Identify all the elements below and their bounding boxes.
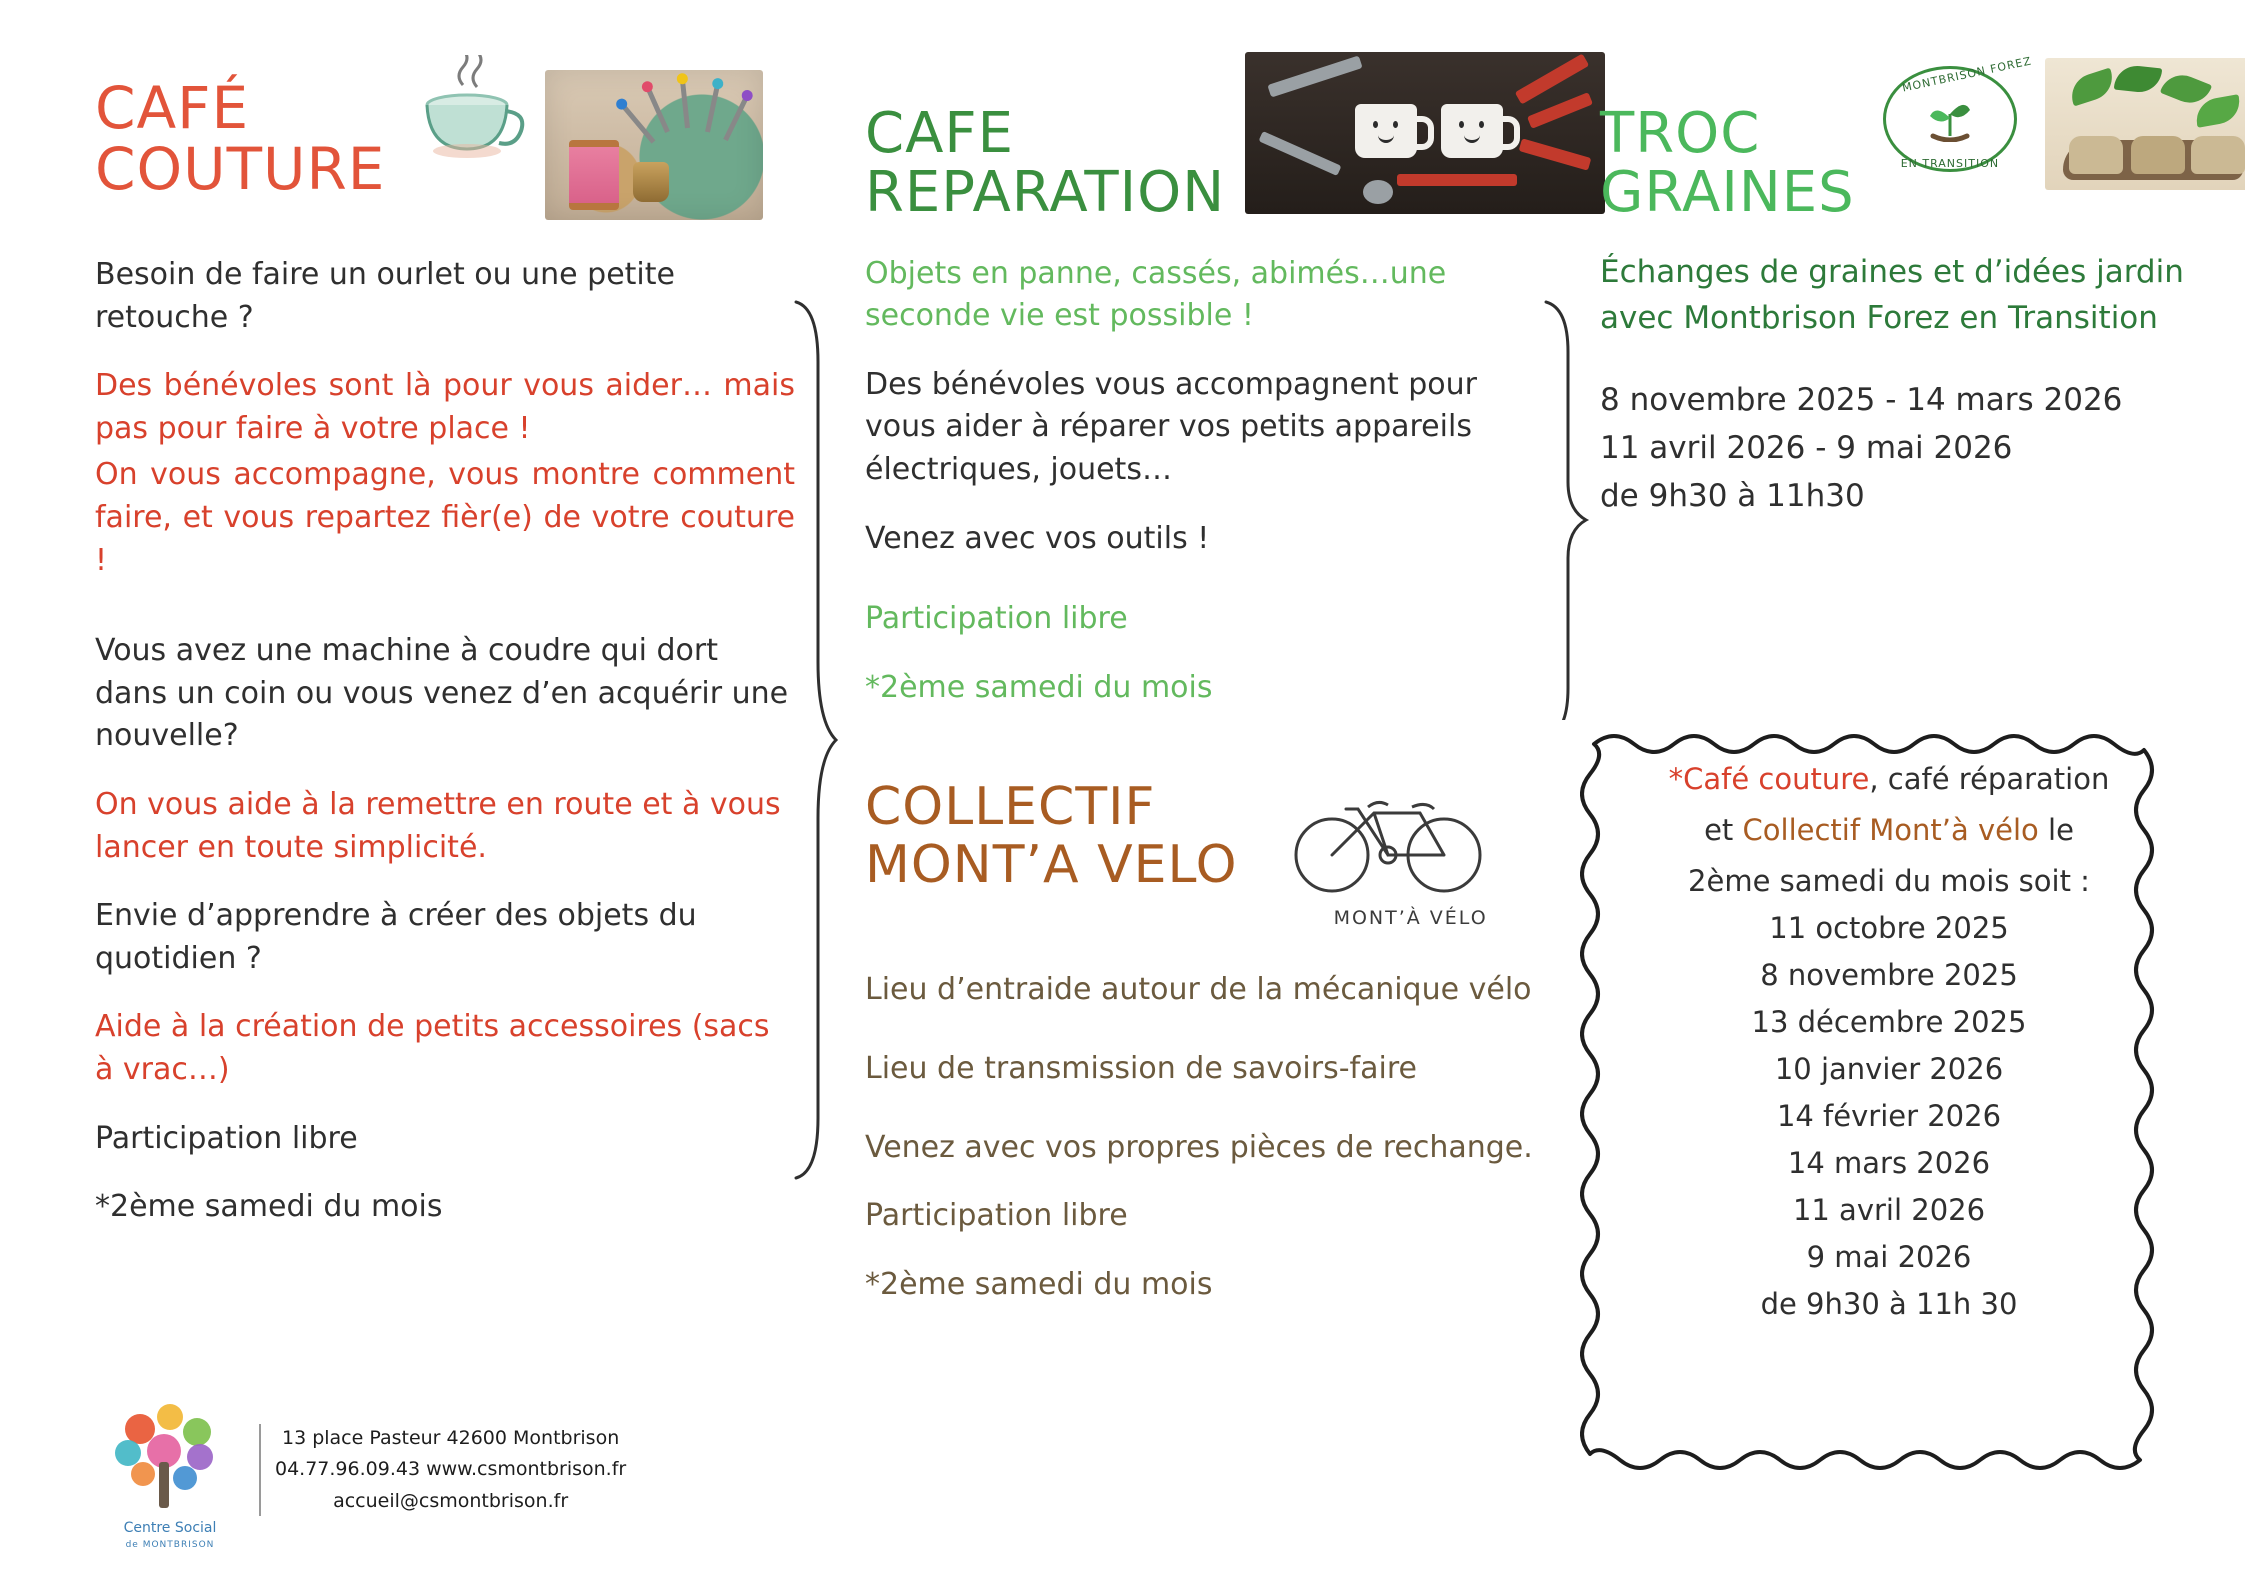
seeds-and-seedlings-photo — [2045, 58, 2245, 190]
paragraph: Objets en panne, cassés, abimés…une seconde vie est possible ! — [865, 255, 1447, 334]
schedule-lead-line-2 — [1614, 807, 2164, 854]
schedule-date: 11 avril 2026 — [1792, 1192, 1986, 1227]
velo-logo-label: MONT’À VÉLO — [1333, 907, 1488, 930]
cafe-couture-body — [95, 254, 795, 1229]
schedule-date: 13 décembre 2025 — [1751, 1004, 2027, 1039]
montbrison-forez-en-transition-logo — [1875, 54, 2033, 180]
page-title-collectif-velo — [865, 779, 1238, 893]
footer-address — [275, 1423, 626, 1517]
troc-graines-header — [1600, 0, 2190, 223]
lead-and: et — [1704, 812, 1743, 847]
address-line: 13 place Pasteur 42600 Montbrison — [281, 1426, 620, 1449]
schedule-content — [1614, 756, 2164, 1328]
paragraph: Participation libre — [865, 1198, 1128, 1234]
date-line: de 9h30 à 11h30 — [1600, 477, 1865, 514]
title-line-2: REPARATION — [865, 159, 1226, 225]
repair-tools-and-mugs-photo — [1245, 52, 1605, 214]
bicycle-icon — [1288, 779, 1518, 929]
schedule-wavy-box — [1580, 718, 2198, 1518]
paragraph: Envie d’apprendre à créer des objets du quotidien ? — [95, 898, 697, 976]
paragraph: On vous aide à la remettre en route et à vous lancer en toute simplicité. — [95, 786, 781, 865]
collectif-velo-header — [865, 779, 1555, 929]
centre-social-logo — [95, 1400, 245, 1550]
lead-collectif-velo: Collectif Mont’à vélo — [1742, 812, 2039, 847]
troc-graines-dates — [1600, 376, 2190, 520]
schedule-date: 14 février 2026 — [1776, 1098, 2002, 1133]
paragraph: Aide à la création de petits accessoires (sacs à vrac…) — [95, 1009, 770, 1087]
cafe-reparation-header — [865, 0, 1555, 223]
schedule-date: 8 novembre 2025 — [1760, 957, 2018, 992]
title-line-2: COUTURE — [95, 134, 386, 203]
paragraph: Participation libre — [95, 1120, 358, 1156]
column-troc-graines — [1600, 0, 2190, 520]
lead-cafe-couture: *Café couture — [1668, 762, 1870, 796]
address-line: 04.77.96.09.43 www.csmontbrison.fr — [275, 1458, 627, 1481]
schedule-date: 14 mars 2026 — [1787, 1145, 1991, 1180]
schedule-date: 10 janvier 2026 — [1774, 1051, 2004, 1086]
schedule-lead-line-3: 2ème samedi du mois soit : — [1688, 863, 2090, 898]
logo-sub: de MONTBRISON — [125, 1540, 215, 1550]
title-line-1: CAFÉ — [95, 74, 250, 142]
address-line: accueil@csmontbrison.fr — [333, 1489, 569, 1512]
footer-divider — [259, 1424, 261, 1516]
paragraph: Venez avec vos propres pièces de rechange. — [865, 1129, 1533, 1165]
schedule-date: 11 octobre 2025 — [1769, 910, 2009, 945]
troc-graines-body — [1600, 249, 2190, 520]
date-line: 8 novembre 2025 - 14 mars 2026 — [1600, 381, 2123, 418]
curly-brace-left — [790, 300, 840, 1180]
schedule-lead-line-1 — [1614, 756, 2164, 803]
logo-text-top: MONTBRISON FOREZ — [1900, 54, 2033, 95]
cafe-couture-header — [95, 0, 795, 220]
paragraph: On vous accompagne, vous montre comment faire, et vous repartez fièr(e) de votre couture ! — [95, 457, 795, 578]
collectif-velo-body — [865, 969, 1555, 1306]
paragraph: Lieu de transmission de savoirs-faire — [865, 1050, 1417, 1086]
schedule-hours: de 9h30 à 11h 30 — [1760, 1286, 2018, 1321]
title-line-2: GRAINES — [1600, 159, 1855, 225]
lead-le: le — [2038, 812, 2074, 847]
paragraph: Vous avez une machine à coudre qui dort dans un coin ou vous venez d’en acquérir une nouvelle? — [95, 633, 789, 754]
paragraph: Des bénévoles sont là pour vous aider… mais pas pour faire à votre place ! — [95, 368, 795, 446]
schedule-date: 9 mai 2026 — [1806, 1239, 1972, 1274]
paragraph: Besoin de faire un ourlet ou une petite retouche ? — [95, 257, 675, 335]
column-cafe-couture — [95, 0, 795, 1255]
logo-name: Centre Social — [123, 1520, 217, 1536]
column-cafe-reparation — [865, 0, 1555, 1332]
page-title-cafe-reparation — [865, 101, 1226, 225]
paragraph: *2ème samedi du mois — [95, 1189, 443, 1225]
cafe-reparation-body — [865, 253, 1555, 710]
footer-contact — [95, 1400, 627, 1550]
cafe-couture-title-block — [95, 0, 386, 203]
page-title-troc-graines — [1600, 101, 1855, 225]
curly-brace-middle — [1540, 300, 1590, 720]
lead-cafe-reparation: , café réparation — [1869, 762, 2110, 796]
sewing-supplies-photo — [545, 70, 763, 220]
paragraph: Des bénévoles vous accompagnent pour vous aider à réparer vos petits appareils électriques, jouets… — [865, 366, 1477, 487]
steaming-cup-icon — [405, 55, 525, 175]
title-line-1: COLLECTIF — [865, 777, 1156, 838]
paragraph: Échanges de graines et d’idées jardin avec Montbrison Forez en Transition — [1600, 253, 2184, 337]
paragraph: Participation libre — [865, 601, 1128, 637]
title-line-1: CAFE — [865, 101, 1015, 166]
logo-text-bottom: EN TRANSITION — [1900, 157, 2000, 170]
date-line: 11 avril 2026 - 9 mai 2026 — [1600, 429, 2013, 466]
sprout-icon — [1927, 96, 1973, 142]
title-line-2: MONT’A VELO — [865, 834, 1238, 895]
paragraph: *2ème samedi du mois — [865, 1266, 1213, 1302]
paragraph: *2ème samedi du mois — [865, 669, 1213, 705]
page-title-cafe-couture — [95, 74, 386, 203]
paragraph: Lieu d’entraide autour de la mécanique vélo — [865, 972, 1532, 1008]
paragraph: Venez avec vos outils ! — [865, 520, 1210, 556]
title-line-1: TROC — [1600, 101, 1761, 166]
